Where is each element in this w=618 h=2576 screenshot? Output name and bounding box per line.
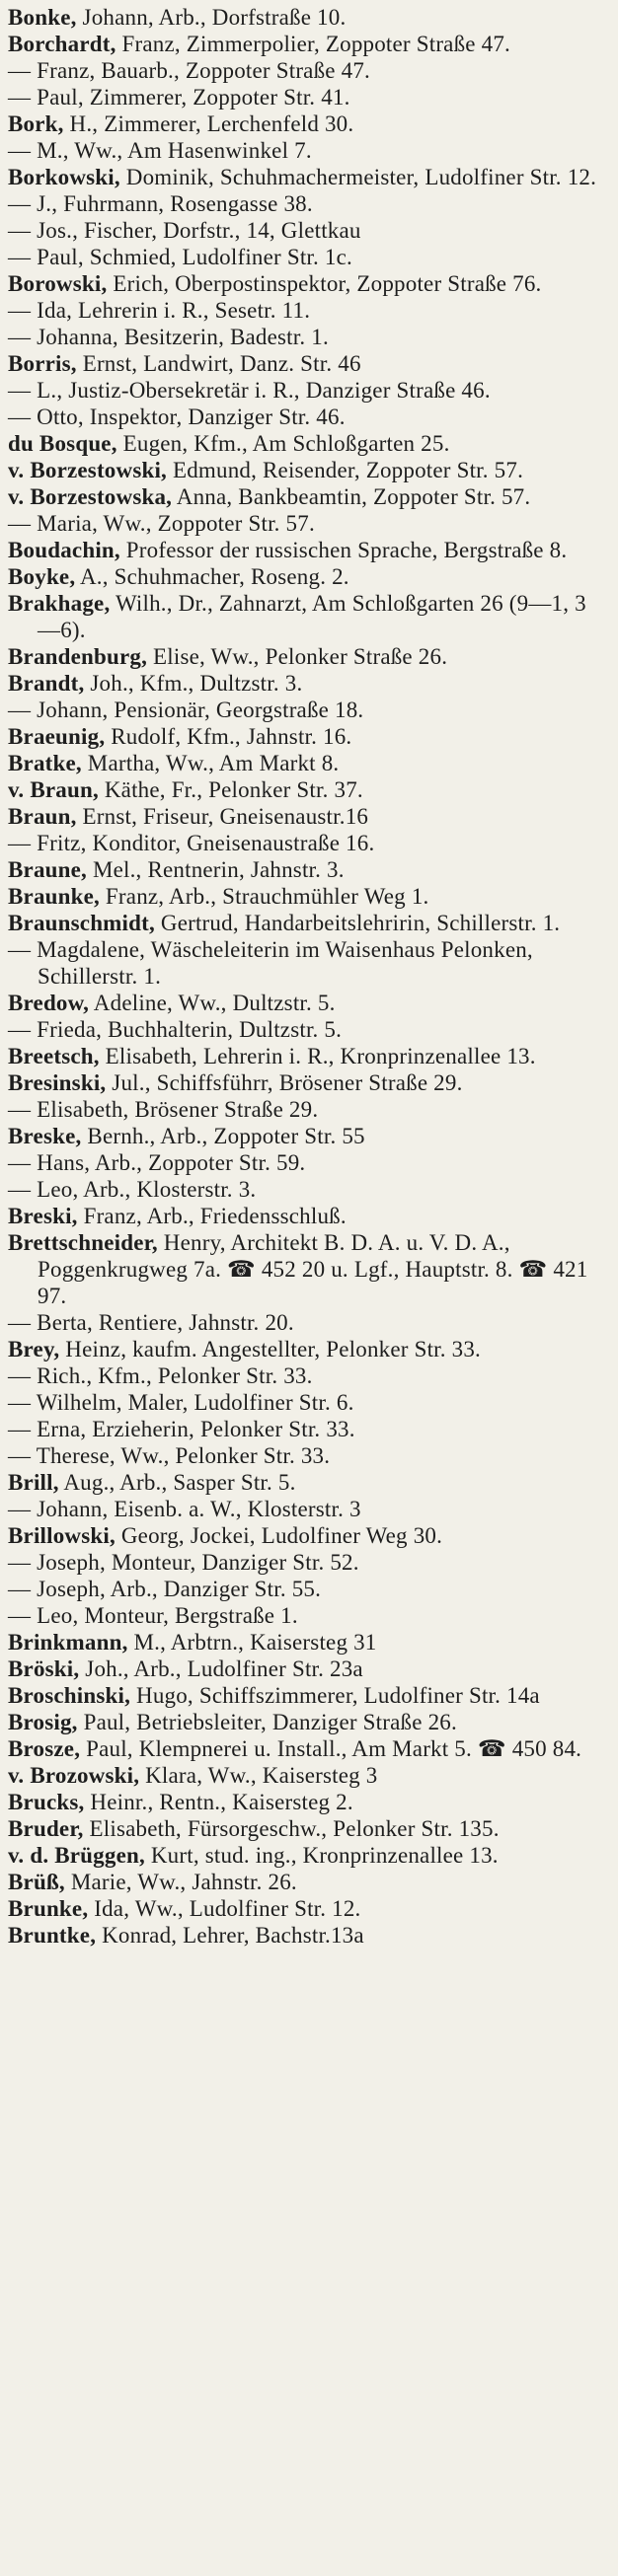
directory-entry: [8, 1709, 608, 1735]
entry-surname: Broschinski,: [8, 1683, 131, 1708]
entry-details: — Rich., Kfm., Pelonker Str. 33.: [8, 1363, 313, 1388]
entry-details: A., Schuhmacher, Roseng. 2.: [75, 564, 349, 589]
directory-entry: [8, 1922, 608, 1949]
directory-entry: [8, 643, 608, 670]
entry-details: — Leo, Arb., Klosterstr. 3.: [8, 1177, 257, 1202]
entry-details: — Johanna, Besitzerin, Badestr. 1.: [8, 325, 329, 349]
directory-entry: [8, 350, 608, 377]
entry-details: — Hans, Arb., Zoppoter Str. 59.: [8, 1150, 306, 1175]
entry-surname: Brosig,: [8, 1710, 78, 1734]
entry-details: — Erna, Erzieherin, Pelonker Str. 33.: [8, 1417, 355, 1441]
directory-entry: [8, 1735, 608, 1762]
entry-details: Joh., Kfm., Dultzstr. 3.: [84, 671, 303, 696]
directory-entry: [8, 936, 608, 990]
entry-surname: Bröski,: [8, 1656, 80, 1681]
entry-surname: Brandenburg,: [8, 644, 148, 669]
directory-entry: [8, 590, 608, 643]
directory-entry: [8, 1336, 608, 1362]
entry-surname: v. d. Brüggen,: [8, 1843, 145, 1868]
entry-details: — Wilhelm, Maler, Ludolfiner Str. 6.: [8, 1390, 354, 1415]
directory-entry: [8, 430, 608, 457]
directory-entry: [8, 1362, 608, 1389]
entry-details: Konrad, Lehrer, Bachstr.13a: [96, 1923, 364, 1948]
directory-entry: [8, 324, 608, 350]
entry-details: Ernst, Friseur, Gneisenaustr.16: [76, 804, 369, 829]
directory-entry: [8, 1229, 608, 1309]
entry-details: Adeline, Ww., Dultzstr. 5.: [89, 991, 336, 1015]
entry-details: Henry, Architekt B. D. A. u. V. D. A., Poggenkrugweg 7a. ☎ 452 20 u. Lgf., Hauptstr. 8. ☎ 421 97.: [38, 1230, 588, 1308]
directory-entry: [8, 563, 608, 590]
entry-surname: Bredow,: [8, 991, 90, 1015]
entry-details: — L., Justiz-Obersekretär i. R., Danziger Straße 46.: [8, 378, 491, 403]
entry-details: — Fritz, Konditor, Gneisenaustraße 16.: [8, 831, 375, 855]
entry-details: Käthe, Fr., Pelonker Str. 37.: [98, 777, 363, 802]
directory-entry: [8, 270, 608, 297]
entry-details: — Johann, Pensionär, Georgstraße 18.: [8, 698, 364, 722]
entry-details: Franz, Zimmerpolier, Zoppoter Straße 47.: [116, 32, 510, 56]
directory-entry: [8, 217, 608, 244]
directory-entry: [8, 910, 608, 936]
entry-surname: Breski,: [8, 1204, 78, 1228]
entry-details: Ernst, Landwirt, Danz. Str. 46: [76, 351, 361, 376]
entry-details: Erich, Oberpostinspektor, Zoppoter Straße 76.: [107, 271, 542, 296]
entry-details: M., Arbtrn., Kaisersteg 31: [127, 1630, 377, 1655]
entry-details: — Elisabeth, Brösener Straße 29.: [8, 1097, 319, 1122]
entry-surname: Boudachin,: [8, 538, 120, 562]
directory-entry: [8, 1123, 608, 1149]
directory-entry: [8, 1203, 608, 1229]
directory-entry: [8, 31, 608, 57]
entry-details: Marie, Ww., Jahnstr. 26.: [64, 1870, 297, 1894]
entry-details: Rudolf, Kfm., Jahnstr. 16.: [105, 724, 352, 749]
entry-details: — J., Fuhrmann, Rosengasse 38.: [8, 191, 313, 216]
entry-details: Dominik, Schuhmachermeister, Ludolfiner Str. 12.: [119, 165, 597, 189]
directory-entry: [8, 1842, 608, 1869]
entry-details: Edmund, Reisender, Zoppoter Str. 57.: [167, 458, 524, 482]
entry-details: Kurt, stud. ing., Kronprinzenallee 13.: [144, 1843, 499, 1868]
directory-entry: [8, 776, 608, 803]
entry-details: Wilh., Dr., Zahnarzt, Am Schloßgarten 26 (9—1, 3—6).: [38, 591, 586, 642]
entry-details: Bernh., Arb., Zoppoter Str. 55: [81, 1124, 365, 1148]
entry-surname: Borchardt,: [8, 32, 116, 56]
directory-entry: [8, 1016, 608, 1043]
entry-details: — Paul, Zimmerer, Zoppoter Str. 41.: [8, 85, 350, 110]
entry-details: — M., Ww., Am Hasenwinkel 7.: [8, 138, 312, 163]
directory-entry: [8, 1549, 608, 1576]
entry-details: Paul, Betriebsleiter, Danziger Straße 26.: [77, 1710, 457, 1734]
directory-entry: [8, 1309, 608, 1336]
directory-entry: [8, 537, 608, 563]
entry-surname: du Bosque,: [8, 431, 117, 456]
directory-entry: [8, 883, 608, 910]
directory-entry: [8, 84, 608, 110]
entry-details: Elisabeth, Fürsorgeschw., Pelonker Str. 135.: [83, 1816, 500, 1841]
directory-entry: [8, 750, 608, 776]
entry-details: Anna, Bankbeamtin, Zoppoter Str. 57.: [172, 484, 531, 509]
directory-entry: [8, 670, 608, 697]
entry-details: Eugen, Kfm., Am Schloßgarten 25.: [116, 431, 450, 456]
entry-details: — Otto, Inspektor, Danziger Str. 46.: [8, 405, 346, 429]
directory-entry: [8, 856, 608, 883]
entry-details: — Therese, Ww., Pelonker Str. 33.: [8, 1443, 331, 1468]
entry-details: Johann, Arb., Dorfstraße 10.: [76, 5, 347, 30]
directory-entry: [8, 1869, 608, 1895]
entry-surname: v. Brozowski,: [8, 1763, 140, 1788]
entry-surname: Brunke,: [8, 1896, 89, 1921]
entry-details: — Johann, Eisenb. a. W., Klosterstr. 3: [8, 1497, 361, 1521]
entry-details: Klara, Ww., Kaisersteg 3: [139, 1763, 378, 1788]
entry-details: Georg, Jockei, Ludolfiner Weg 30.: [115, 1523, 443, 1548]
entry-surname: v. Borzestowski,: [8, 458, 167, 482]
entry-surname: Brosze,: [8, 1736, 81, 1761]
directory-entry: [8, 1815, 608, 1842]
entry-details: — Leo, Monteur, Bergstraße 1.: [8, 1603, 298, 1628]
entry-surname: Bruntke,: [8, 1923, 97, 1948]
directory-entry: [8, 244, 608, 270]
entry-details: Paul, Klempnerei u. Install., Am Markt 5. ☎ 450 84.: [80, 1736, 582, 1761]
entry-surname: Braun,: [8, 804, 77, 829]
directory-entry: [8, 1149, 608, 1176]
directory-entry: [8, 1389, 608, 1416]
entry-details: Heinz, kaufm. Angestellter, Pelonker Str. 33.: [59, 1337, 481, 1362]
entry-details: Hugo, Schiffszimmerer, Ludolfiner Str. 14a: [130, 1683, 540, 1708]
entry-surname: Brettschneider,: [8, 1230, 158, 1255]
entry-details: Franz, Arb., Friedensschluß.: [77, 1204, 347, 1228]
directory-entry: [8, 990, 608, 1016]
entry-details: Elise, Ww., Pelonker Straße 26.: [147, 644, 448, 669]
entry-details: Martha, Ww., Am Markt 8.: [81, 751, 340, 775]
entry-surname: Bork,: [8, 111, 64, 136]
directory-entry: [8, 1496, 608, 1522]
entry-surname: Braunschmidt,: [8, 911, 155, 935]
entry-details: — Ida, Lehrerin i. R., Sesetr. 11.: [8, 298, 311, 323]
entry-surname: Borowski,: [8, 271, 108, 296]
entry-surname: Bratke,: [8, 751, 82, 775]
entry-surname: Borkowski,: [8, 165, 120, 189]
entry-surname: Breetsch,: [8, 1044, 100, 1068]
directory-entry: [8, 1629, 608, 1656]
directory-entry: [8, 377, 608, 404]
entry-details: Mel., Rentnerin, Jahnstr. 3.: [87, 857, 345, 882]
entry-details: H., Zimmerer, Lerchenfeld 30.: [63, 111, 354, 136]
entry-surname: v. Borzestowska,: [8, 484, 173, 509]
directory-entry: [8, 404, 608, 430]
entry-surname: Borris,: [8, 351, 77, 376]
entry-surname: Brillowski,: [8, 1523, 116, 1548]
entry-details: Gertrud, Handarbeitslehririn, Schillerstr. 1.: [154, 911, 561, 935]
entry-surname: Boyke,: [8, 564, 76, 589]
entry-surname: Bonke,: [8, 5, 77, 30]
entry-details: Heinr., Rentn., Kaisersteg 2.: [84, 1790, 353, 1814]
directory-entry: [8, 723, 608, 750]
directory-entry: [8, 190, 608, 217]
entry-details: — Joseph, Monteur, Danziger Str. 52.: [8, 1550, 359, 1575]
directory-entry: [8, 1656, 608, 1682]
entry-details: Ida, Ww., Ludolfiner Str. 12.: [88, 1896, 361, 1921]
entry-surname: Brey,: [8, 1337, 60, 1362]
entry-details: — Paul, Schmied, Ludolfiner Str. 1c.: [8, 245, 352, 269]
entry-details: — Magdalene, Wäscheleiterin im Waisenhaus Pelonken, Schillerstr. 1.: [8, 937, 533, 989]
directory-entry: [8, 483, 608, 510]
entry-surname: Breske,: [8, 1124, 82, 1148]
entry-surname: Brakhage,: [8, 591, 111, 616]
entry-surname: Braune,: [8, 857, 87, 882]
entry-details: — Frieda, Buchhalterin, Dultzstr. 5.: [8, 1017, 343, 1042]
directory-entry: [8, 297, 608, 324]
directory-entry: [8, 164, 608, 190]
entry-surname: Brüß,: [8, 1870, 65, 1894]
entry-surname: Brucks,: [8, 1790, 85, 1814]
directory-entry: [8, 830, 608, 856]
directory-entry: [8, 803, 608, 830]
directory-entry: [8, 1762, 608, 1789]
directory-entry: [8, 1682, 608, 1709]
directory-entry: [8, 457, 608, 483]
entry-details: Professor der russischen Sprache, Bergstraße 8.: [119, 538, 568, 562]
directory-entry: [8, 4, 608, 31]
directory-entry: [8, 1069, 608, 1096]
directory-entry: [8, 57, 608, 84]
entry-details: Franz, Arb., Strauchmühler Weg 1.: [99, 884, 429, 909]
directory-entry: [8, 1416, 608, 1442]
entry-surname: v. Braun,: [8, 777, 99, 802]
directory-entry: [8, 1096, 608, 1123]
directory-entry: [8, 1576, 608, 1602]
entry-surname: Bruder,: [8, 1816, 84, 1841]
directory-entry: [8, 1043, 608, 1069]
entry-details: Joh., Arb., Ludolfiner Str. 23a: [79, 1656, 363, 1681]
directory-entries: [8, 4, 608, 1949]
entry-details: — Berta, Rentiere, Jahnstr. 20.: [8, 1310, 294, 1335]
entry-surname: Brill,: [8, 1470, 59, 1495]
directory-entry: [8, 697, 608, 723]
entry-details: — Joseph, Arb., Danziger Str. 55.: [8, 1577, 322, 1601]
directory-entry: [8, 110, 608, 137]
entry-surname: Braeunig,: [8, 724, 106, 749]
entry-surname: Bresinski,: [8, 1070, 107, 1095]
directory-entry: [8, 1602, 608, 1629]
entry-details: Elisabeth, Lehrerin i. R., Kronprinzenallee 13.: [99, 1044, 536, 1068]
directory-entry: [8, 137, 608, 164]
directory-entry: [8, 1176, 608, 1203]
entry-details: — Franz, Bauarb., Zoppoter Straße 47.: [8, 58, 370, 83]
entry-details: Jul., Schiffsführr, Brösener Straße 29.: [106, 1070, 463, 1095]
directory-entry: [8, 1895, 608, 1922]
directory-entry: [8, 1789, 608, 1815]
entry-details: — Maria, Ww., Zoppoter Str. 57.: [8, 511, 315, 536]
directory-entry: [8, 1442, 608, 1469]
directory-entry: [8, 1469, 608, 1496]
entry-details: — Jos., Fischer, Dorfstr., 14, Glettkau: [8, 218, 361, 243]
entry-surname: Brinkmann,: [8, 1630, 128, 1655]
directory-entry: [8, 1522, 608, 1549]
directory-entry: [8, 510, 608, 537]
entry-surname: Brandt,: [8, 671, 85, 696]
entry-details: Aug., Arb., Sasper Str. 5.: [58, 1470, 296, 1495]
entry-surname: Braunke,: [8, 884, 100, 909]
